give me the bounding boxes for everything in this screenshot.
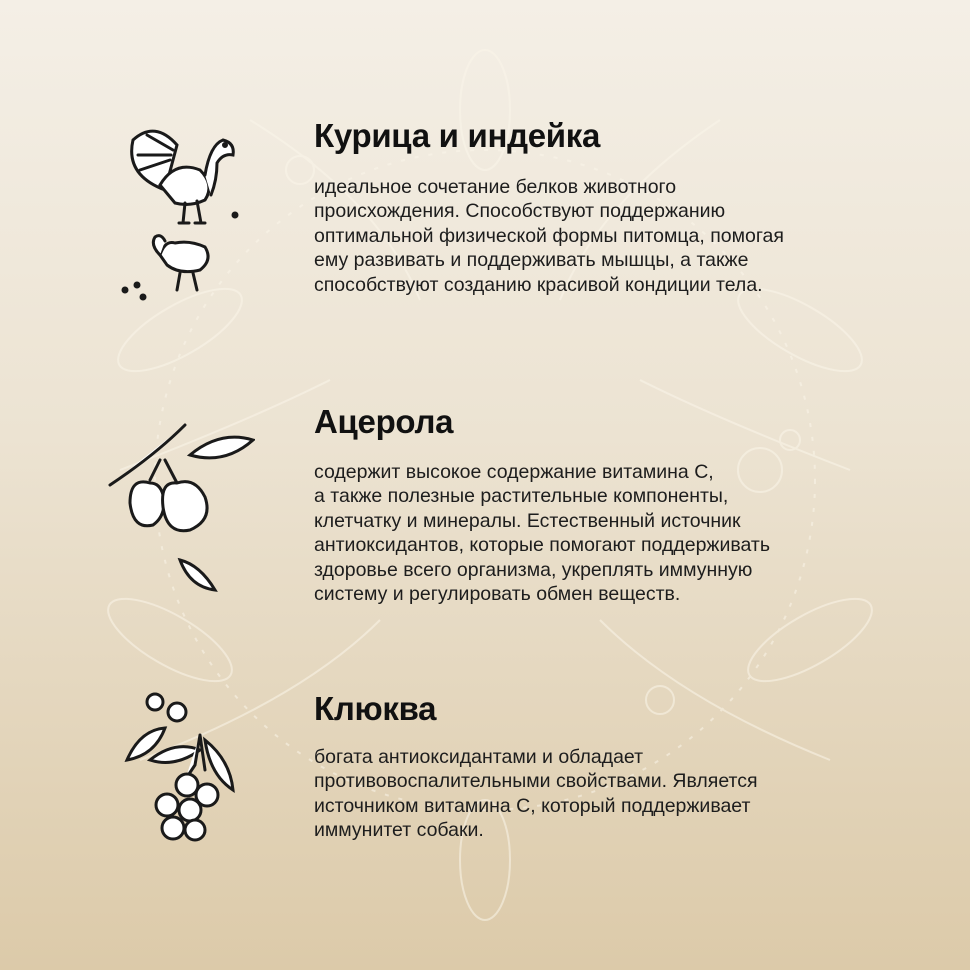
description-line: происхождения. Способствуют поддержанию: [314, 200, 726, 223]
section-title: Клюква: [314, 690, 437, 727]
description-line: противовоспалительными свойствами. Является: [314, 770, 758, 793]
description-line: способствуют созданию красивой кондиции тела.: [314, 273, 763, 296]
description-line: клетчатку и минералы. Естественный источник: [314, 509, 741, 532]
section-title: Курица и индейка: [314, 117, 601, 154]
description-line: систему и регулировать обмен веществ.: [314, 583, 681, 606]
description-line: иммунитет собаки.: [314, 819, 484, 842]
description-line: ему развивать и поддерживать мышцы, а также: [314, 249, 749, 272]
description-line: антиоксидантов, которые помогают поддерживать: [314, 534, 771, 557]
description-line: здоровье всего организма, укреплять иммунную: [314, 558, 753, 581]
description-line: оптимальной физической формы питомца, помогая: [314, 224, 784, 247]
turkey-chicken-icon: [105, 115, 255, 305]
description-line: идеальное сочетание белков животного: [314, 176, 677, 198]
description-line: а также полезные растительные компоненты,: [314, 485, 729, 508]
cranberry-icon: [105, 690, 255, 880]
section-description: [314, 175, 784, 297]
description-line: содержит высокое содержание витамина С,: [314, 461, 714, 483]
description-line: богата антиоксидантами и обладает: [314, 746, 644, 768]
section-title: Ацерола: [314, 403, 454, 440]
section-description: [314, 745, 758, 843]
section-description: [314, 460, 770, 606]
description-line: источником витамина С, который поддерживает: [314, 794, 751, 817]
acerola-icon: [105, 415, 255, 605]
